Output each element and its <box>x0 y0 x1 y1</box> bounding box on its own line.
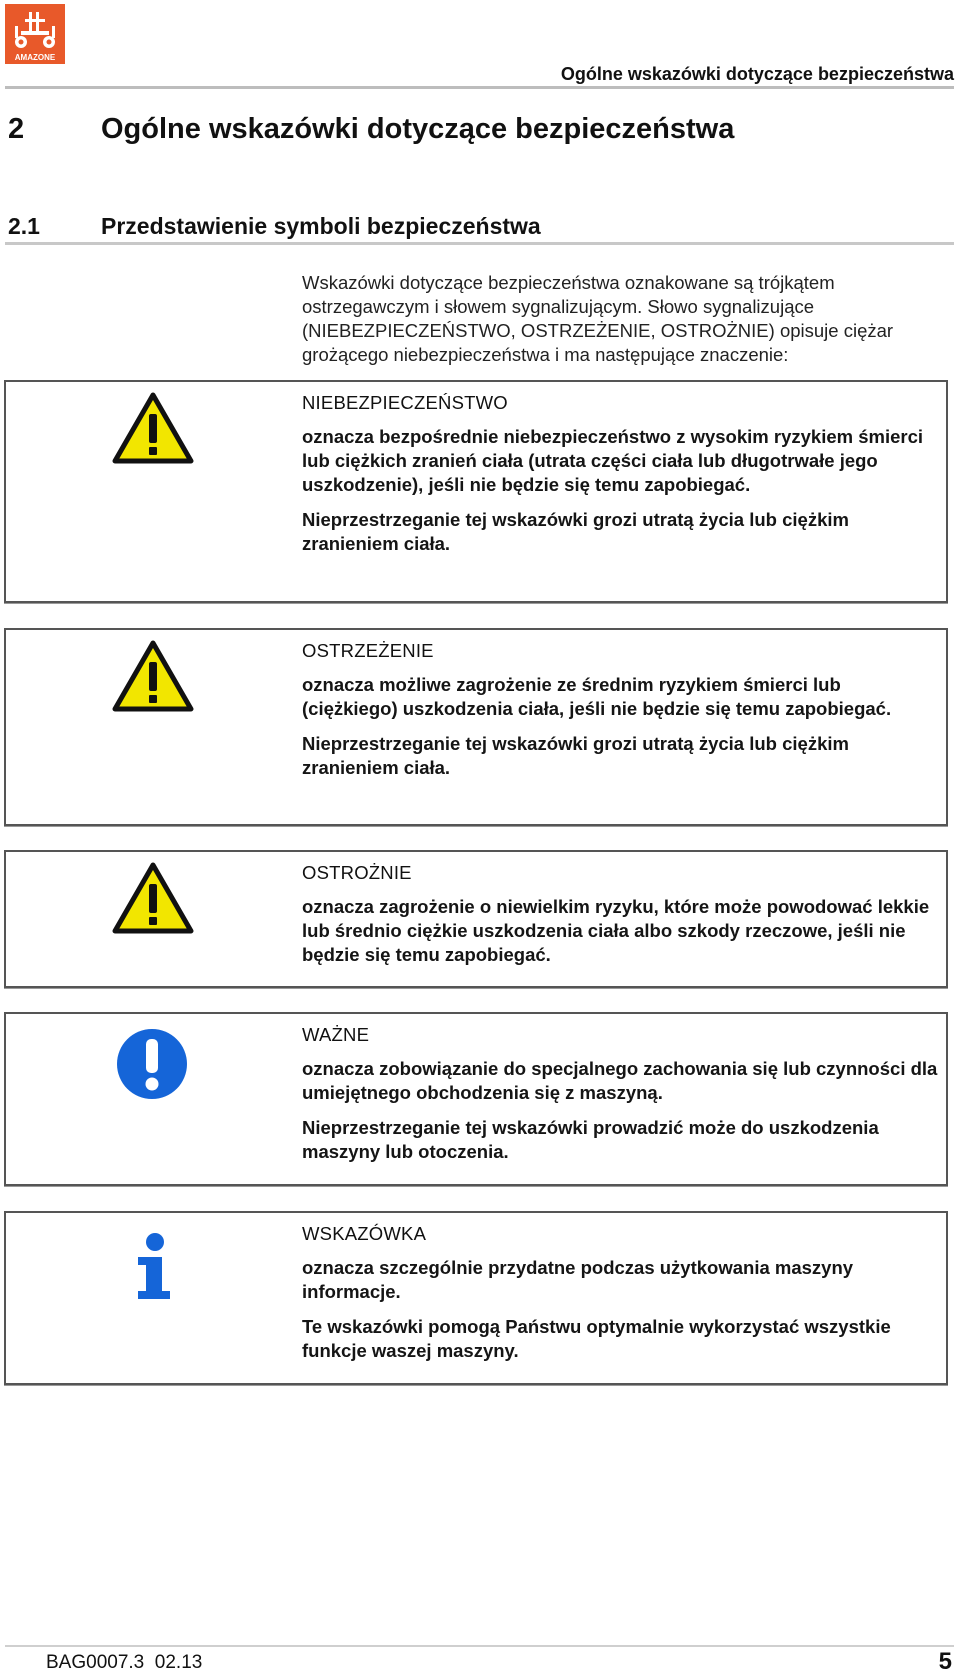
notice-text: oznacza zagrożenie o niewielkim ryzyku, które może powodować lekkie lub średnio ciężkie uszkodzenia ciała albo szkody rzeczowe, jeśli nie będzie się temu zapobiegać. <box>302 896 930 965</box>
notice-text: oznacza szczególnie przydatne podczas użytkowania maszyny informacje. <box>302 1257 854 1302</box>
notice-text: oznacza możliwe zagrożenie ze średnim ryzykiem śmierci lub (ciężkiego) uszkodzenia ciała, jeśli nie będzie się temu zapobiegać. <box>302 674 892 719</box>
important-notice <box>4 1012 948 1186</box>
notice-title: WAŻNE <box>302 1024 370 1045</box>
header-title: Ogólne wskazówki dotyczące bezpieczeństwa <box>560 64 954 84</box>
page-number: 5 <box>938 1648 952 1675</box>
header-divider <box>5 86 954 89</box>
notice-consequence: Nieprzestrzeganie tej wskazówki grozi utratą życia lub ciężkim zranieniem ciała. <box>302 509 849 554</box>
note-notice <box>4 1211 948 1385</box>
warning-triangle-icon <box>112 862 194 939</box>
danger-notice <box>4 380 948 603</box>
warning-triangle-icon <box>112 392 194 469</box>
notice-title: NIEBEZPIECZEŃSTWO <box>302 392 508 413</box>
notice-title: OSTROŻNIE <box>302 862 412 883</box>
warning-triangle-icon <box>112 640 194 717</box>
section-divider <box>5 242 954 245</box>
warning-notice <box>4 628 948 826</box>
caution-notice <box>4 850 948 988</box>
amazone-logo <box>5 4 65 64</box>
section-number: 2.1 <box>8 213 40 239</box>
footer-divider <box>5 1645 954 1647</box>
intro-paragraph: Wskazówki dotyczące bezpieczeństwa oznakowane są trójkątem ostrzegawczym i słowem sygnalizującym. Słowo sygnalizujące (NIEBEZPIECZEŃSTWO, OSTRZEŻENIE, OSTROŻNIE) opisuje ciężar grożącego niebezpieczeństwa i ma następujące znaczenie: <box>302 272 894 365</box>
notice-title: OSTRZEŻENIE <box>302 640 434 661</box>
notice-consequence: Nieprzestrzeganie tej wskazówki prowadzić może do uszkodzenia maszyny lub otoczenia. <box>302 1117 879 1162</box>
document-code: BAG0007.3 02.13 <box>46 1652 203 1673</box>
notice-title: WSKAZÓWKA <box>302 1223 427 1244</box>
info-icon <box>132 1233 176 1306</box>
chapter-number: 2 <box>8 113 25 145</box>
notice-text: oznacza bezpośrednie niebezpieczeństwo z wysokim ryzykiem śmierci lub ciężkich zranień ciała (utrata części ciała lub długotrwałe jego uszkodzenie), jeśli nie będzie się temu zapobiegać. <box>302 426 924 495</box>
exclamation-circle-icon <box>116 1028 188 1105</box>
chapter-title: Ogólne wskazówki dotyczące bezpieczeństwa <box>101 113 735 145</box>
notice-consequence: Nieprzestrzeganie tej wskazówki grozi utratą życia lub ciężkim zranieniem ciała. <box>302 733 849 778</box>
notice-text: oznacza zobowiązanie do specjalnego zachowania się lub czynności dla umiejętnego obchodzenia się z maszyną. <box>302 1058 938 1103</box>
section-title: Przedstawienie symboli bezpieczeństwa <box>101 213 541 239</box>
notice-tip: Te wskazówki pomogą Państwu optymalnie wykorzystać wszystkie funkcje waszej maszyny. <box>302 1316 891 1361</box>
logo-text: AMAZONE <box>14 53 56 62</box>
